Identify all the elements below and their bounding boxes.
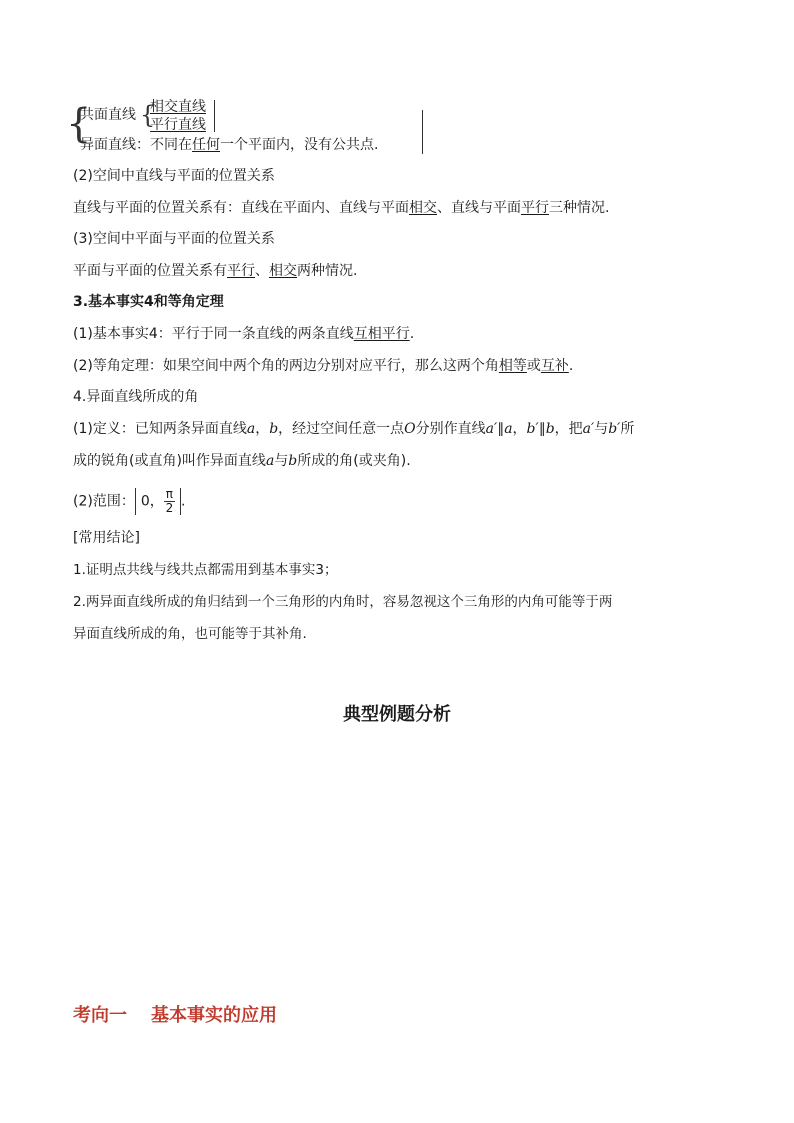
plane-plane-title: (3)空间中平面与平面的位置关系 <box>73 231 275 247</box>
conclusion-2-line-1: 2.两异面直线所成的角归结到一个三角形的内角时，容易忽视这个三角形的内角可能等于两 <box>73 594 613 610</box>
topic-heading: 考向一 基本事实的应用 <box>73 1005 277 1026</box>
range-line: (2)范围： 0， $\frac{\pi}{2}$ . <box>73 487 186 515</box>
skew-lines: 异面直线：不同在任何一个平面内，没有公共点. <box>80 137 379 153</box>
coplanar-lines: 共面直线 <box>80 107 136 123</box>
definition-line-2: 成的锐角(或直角)叫作异面直线a与b所成的角(或夹角). <box>73 453 411 469</box>
inner-brace: { <box>140 101 156 129</box>
fact4-text: (1)基本事实4：平行于同一条直线的两条直线互相平行. <box>73 326 415 342</box>
parallel-lines: 平行直线 <box>150 117 206 133</box>
line-plane-text: 直线与平面的位置关系有：直线在平面内、直线与平面相交、直线与平面平行三种情况. <box>73 200 610 216</box>
conclusion-1: 1.证明点共线与线共点都需用到基本事实3； <box>73 562 338 578</box>
conclusion-2-line-2: 异面直线所成的角，也可能等于其补角. <box>73 626 307 642</box>
equal-angle-theorem: (2)等角定理：如果空间中两个角的两边分别对应平行，那么这两个角相等或互补. <box>73 358 574 374</box>
outer-right-bar <box>422 110 423 154</box>
definition-line-1: (1)定义：已知两条异面直线a，b，经过空间任意一点O分别作直线a′∥a，b′∥b，把a′与b′所 <box>73 421 635 437</box>
intersecting-lines: 相交直线 <box>150 99 206 115</box>
common-conclusions-title: [常用结论] <box>73 530 140 546</box>
heading-skew-angle: 4.异面直线所成的角 <box>73 389 199 405</box>
outer-brace: { <box>66 101 92 147</box>
line-plane-title: (2)空间中直线与平面的位置关系 <box>73 168 275 184</box>
half-open-interval: 0， $\frac{\pi}{2}$ <box>135 488 181 515</box>
section-title: 典型例题分析 <box>343 704 451 725</box>
plane-plane-text: 平面与平面的位置关系有平行、相交两种情况. <box>73 263 358 279</box>
inner-right-bar <box>214 100 215 132</box>
pi-over-two: $\frac{\pi}{2}$ <box>165 487 174 515</box>
heading-fact4: 3.基本事实4和等角定理 <box>73 294 224 310</box>
